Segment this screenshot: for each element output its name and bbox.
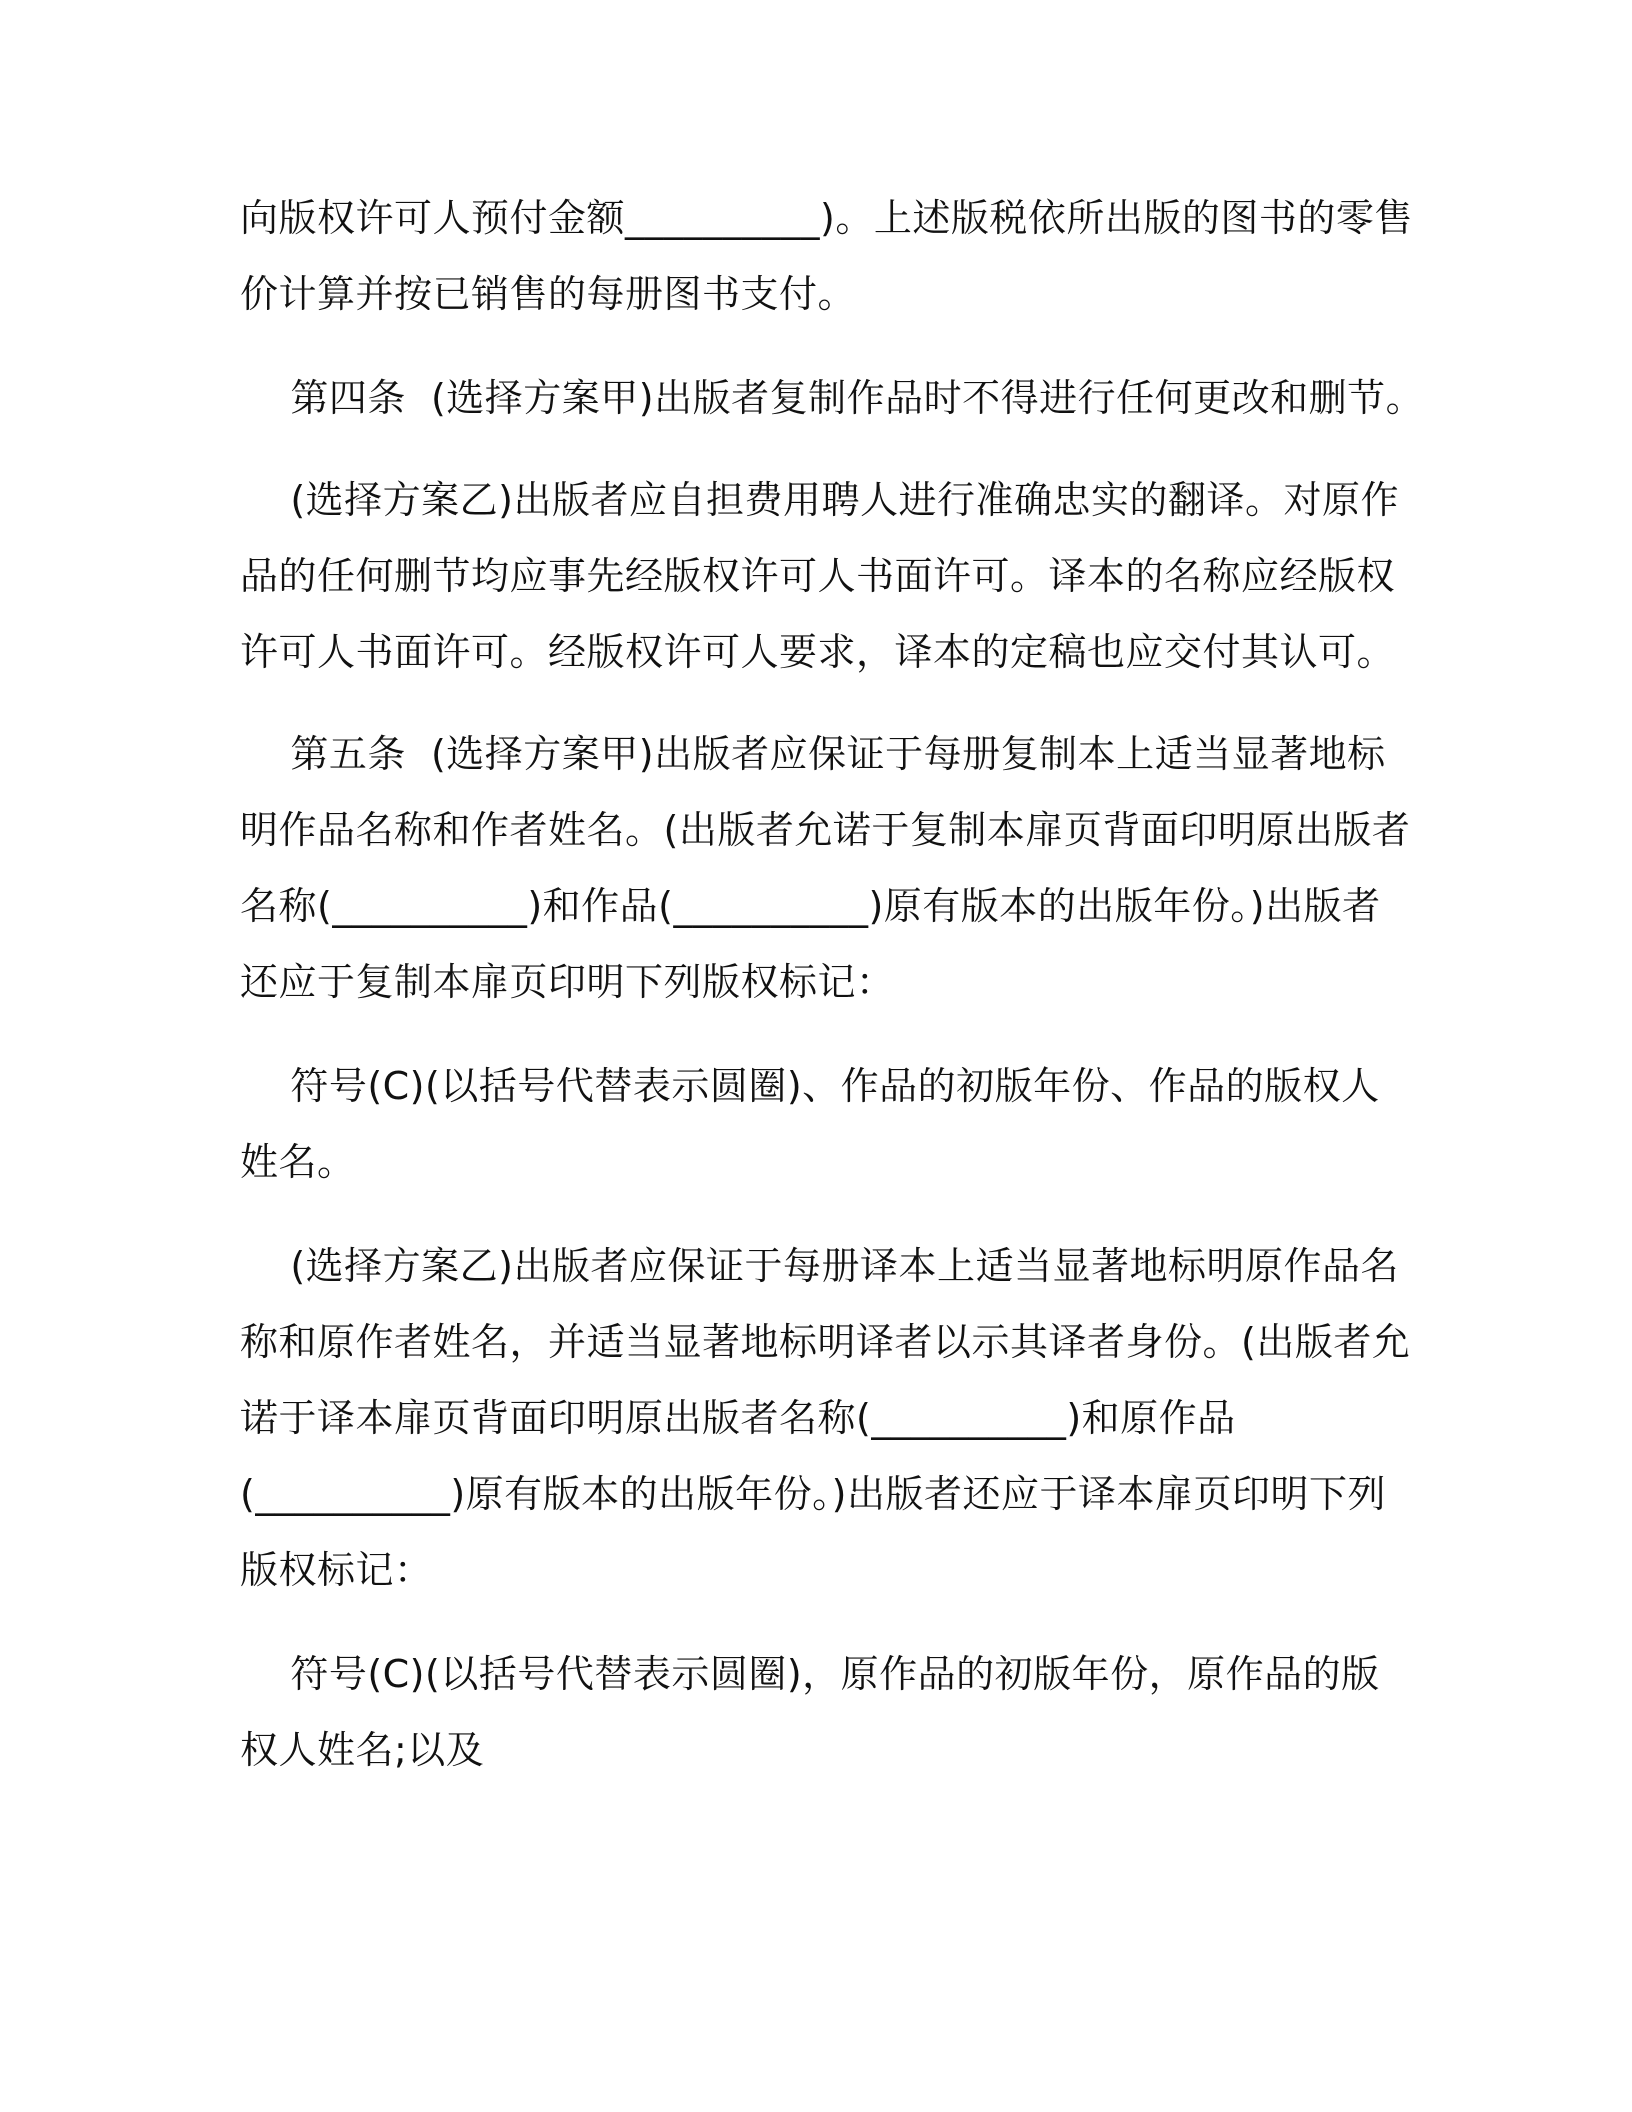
text-line: 称和原作者姓名，并适当显著地标明译者以示其译者身份。(出版者允 <box>240 1320 1411 1364</box>
clause-5-heading-line: 第五条 (选择方案甲)出版者应保证于每册复制本上适当显著地标 <box>240 732 1386 776</box>
text-line: 姓名。 <box>240 1140 356 1184</box>
text-line: (__________)原有版本的出版年份。)出版者还应于译本扉页印明下列 <box>240 1472 1386 1516</box>
text-line: 许可人书面许可。经版权许可人要求，译本的定稿也应交付其认可。 <box>240 630 1396 674</box>
text-line: 符号(C)(以括号代替表示圆圈)、作品的初版年份、作品的版权人 <box>240 1064 1380 1108</box>
text-line: (选择方案乙)出版者应自担费用聘人进行准确忠实的翻译。对原作 <box>240 478 1399 522</box>
text-line: 版权标记： <box>240 1548 433 1592</box>
text-line: (选择方案乙)出版者应保证于每册译本上适当显著地标明原作品名 <box>240 1244 1399 1288</box>
text-line: 符号(C)(以括号代替表示圆圈)，原作品的初版年份，原作品的版 <box>240 1652 1380 1696</box>
text-line: 名称(__________)和作品(__________)原有版本的出版年份。)出版者 <box>240 884 1381 928</box>
text-line: 品的任何删节均应事先经版权许可人书面许可。译本的名称应经版权 <box>240 554 1396 598</box>
text-line: 还应于复制本扉页印明下列版权标记： <box>240 960 895 1004</box>
text-line: 权人姓名;以及 <box>240 1728 485 1772</box>
text-line: 向版权许可人预付金额__________)。上述版税依所出版的图书的零售 <box>240 196 1413 240</box>
text-line: 明作品名称和作者姓名。(出版者允诺于复制本扉页背面印明原出版者 <box>240 808 1411 852</box>
text-line: 诺于译本扉页背面印明原出版者名称(__________)和原作品 <box>240 1396 1236 1440</box>
clause-4-heading-line: 第四条 (选择方案甲)出版者复制作品时不得进行任何更改和删节。 <box>240 376 1425 420</box>
text-line: 价计算并按已销售的每册图书支付。 <box>240 272 857 316</box>
